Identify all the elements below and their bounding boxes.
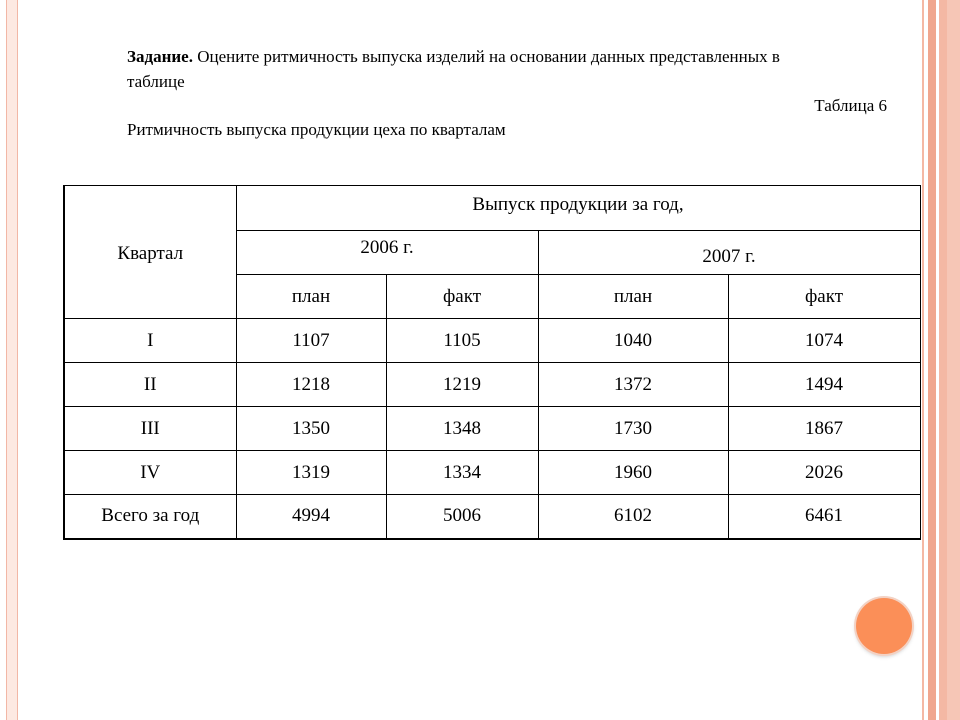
cell-plan-2007: 1960	[538, 451, 728, 495]
cell-plan-2007: 1730	[538, 407, 728, 451]
header-quarter: Квартал	[64, 186, 236, 319]
task-body: Оцените ритмичность выпуска изделий на основании данных представленных в таблице	[127, 47, 780, 91]
cell-plan-2007: 6102	[538, 495, 728, 539]
task-text	[127, 44, 827, 94]
left-decorative-frame	[6, 0, 18, 720]
row-quarter: IV	[64, 451, 236, 495]
cell-fact-2006: 1348	[386, 407, 538, 451]
header-year-2007: 2007 г.	[538, 231, 920, 275]
row-quarter: I	[64, 319, 236, 363]
cell-fact-2007: 2026	[728, 451, 920, 495]
cell-fact-2006: 5006	[386, 495, 538, 539]
cell-plan-2006: 1350	[236, 407, 386, 451]
cell-fact-2007: 1074	[728, 319, 920, 363]
cell-plan-2006: 1218	[236, 363, 386, 407]
cell-plan-2006: 1107	[236, 319, 386, 363]
table-number: Таблица 6	[814, 96, 887, 115]
row-quarter: III	[64, 407, 236, 451]
cell-fact-2007: 6461	[728, 495, 920, 539]
cell-fact-2006: 1334	[386, 451, 538, 495]
table-row	[64, 319, 920, 363]
output-table	[63, 185, 921, 540]
row-quarter: II	[64, 363, 236, 407]
table-title: Ритмичность выпуска продукции цеха по кварталам	[127, 120, 506, 139]
table-row	[64, 363, 920, 407]
row-quarter: Всего за год	[64, 495, 236, 539]
table-row	[64, 451, 920, 495]
header-plan-2006: план	[236, 275, 386, 319]
cell-plan-2006: 1319	[236, 451, 386, 495]
header-fact-2006: факт	[386, 275, 538, 319]
cell-fact-2007: 1867	[728, 407, 920, 451]
cell-fact-2006: 1219	[386, 363, 538, 407]
cell-plan-2006: 4994	[236, 495, 386, 539]
decorative-circle	[856, 598, 912, 654]
table-row	[64, 495, 920, 539]
task-label: Задание.	[127, 47, 193, 66]
table-row	[64, 407, 920, 451]
header-output: Выпуск продукции за год,	[236, 186, 920, 231]
header-year-2006: 2006 г.	[236, 231, 538, 275]
cell-fact-2007: 1494	[728, 363, 920, 407]
header-plan-2007: план	[538, 275, 728, 319]
cell-plan-2007: 1372	[538, 363, 728, 407]
right-decorative-stripes	[918, 0, 960, 720]
cell-fact-2006: 1105	[386, 319, 538, 363]
cell-plan-2007: 1040	[538, 319, 728, 363]
header-fact-2007: факт	[728, 275, 920, 319]
